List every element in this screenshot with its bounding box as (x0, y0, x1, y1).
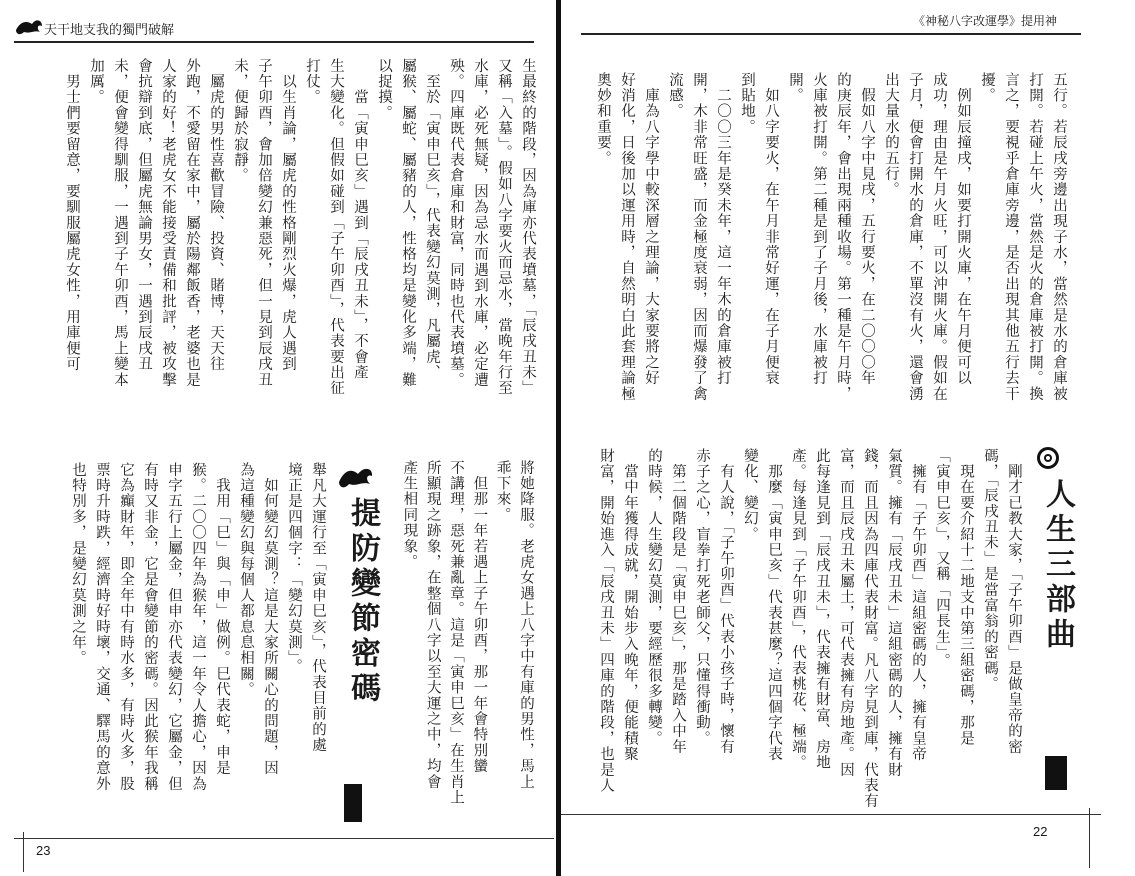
text-column: 好消化，日後加以運用時，自然明白此套理論極 (619, 72, 635, 402)
text-column: 打仗。 (304, 58, 320, 106)
right-page (561, 0, 1135, 876)
text-column: 舉凡大運行至「寅申巳亥」，代表目前的處 (310, 462, 326, 754)
text-column: 未，便歸於寂靜。 (232, 58, 248, 184)
text-column: 火庫被打開。第二種是到了子月後，水庫被打 (811, 72, 827, 386)
header-rule (581, 33, 1081, 35)
text-column: 產生相同現象。 (401, 460, 418, 570)
text-column: 赤子之心，盲拳打死老師父，只懂得衝動。 (694, 448, 710, 747)
left-lower-text (398, 460, 538, 840)
footer-tick (1089, 808, 1090, 868)
text-column: 加厲。 (88, 58, 104, 106)
text-column: 以生肖論，屬虎的性格剛烈火爆，虎人遇到 (280, 58, 296, 372)
text-column: 如八字要火，在午月非常好運，在子月便衰 (763, 72, 779, 386)
ink-mark (344, 784, 362, 822)
text-column: 也特別多，是變幻莫測之年。 (70, 462, 86, 667)
text-column: 奧妙和重要。 (595, 72, 611, 167)
text-column: 五行。若辰戌旁邊出現子水，當然是水的倉庫被 (1051, 72, 1067, 402)
text-column: 氣質。擁有「辰戌丑未」這組密碼的人，擁有財 (886, 448, 902, 778)
text-column: 產。每逢見到「子午卯酉」，代表桃花、極端。 (790, 448, 806, 771)
text-column: 男士們要留意，要馴服屬虎女性，用庫便可 (64, 58, 80, 372)
text-column: 申字五行上屬金，但申亦代表變幻，它屬金，但 (166, 462, 182, 792)
text-column: 言之，要視乎倉庫旁邊，是否出現其他五行去干 (1003, 72, 1019, 402)
text-column: 到貼地。 (739, 72, 755, 135)
right-upper-text (571, 72, 1071, 452)
section-title: 提防變節密碼 (345, 497, 380, 707)
text-column: 庫為八字學中較深層之理論，大家要將之好 (643, 72, 659, 386)
page-number: 22 (1033, 824, 1048, 839)
text-column: 剛才已教大家，「子午卯酉」是做皇帝的密 (1006, 448, 1022, 755)
text-column: 錢，而且因為四庫代表財富。凡八字見到庫，代表有 (862, 448, 878, 810)
text-column: 當中年獲得成就，開始步入晚年，便能積聚 (622, 448, 638, 762)
footer-tick (23, 832, 24, 872)
text-column: 將她降服。老虎女遇上八字中有庫的男性，馬上 (518, 460, 534, 790)
text-column: 它為癲財年，即全年中有時水多，有時火多，股 (118, 462, 134, 792)
text-column: 以捉摸。 (376, 58, 392, 121)
left-section-text (50, 462, 330, 842)
footer-rule (14, 838, 554, 839)
dragon-section-icon (336, 462, 376, 492)
text-column: 那麼「寅申巳亥」代表甚麼？這四個字代表 (766, 448, 782, 762)
text-column: 第二個階段是「寅申巳亥」，那是踏入中年 (670, 448, 686, 755)
text-column: 生最終的階段，因為庫亦代表墳墓，「辰戌丑未」 (520, 58, 536, 397)
section-title: 人生三部曲 (1040, 478, 1075, 653)
text-column: 富，而且辰戌丑未屬土，可代表擁有房地產。因 (838, 448, 854, 778)
text-column: 但那一年若遇上子午卯酉，那一年會特別蠻 (471, 460, 488, 774)
text-column: 擾。 (979, 72, 995, 104)
text-column: 生大變化。但假如碰到「子午卯酉」，代表要出征 (328, 58, 344, 397)
text-column: 所顯現之跡象，在整個八字以至大運之中，均會 (424, 460, 441, 790)
text-column: 例如辰撞戌，如要打開火庫，在午月便可以 (955, 72, 971, 386)
page-number: 23 (36, 843, 51, 858)
text-column: 人家的好！老虎女不能接受責備和批評，被攻擊 (160, 58, 176, 388)
text-column: 會抗辯到底，但屬虎無論男女，一遇到辰戌丑 (136, 58, 152, 372)
text-column: 出大量水的五行。 (883, 72, 899, 198)
text-column: 假如八字中見戌，五行要火，在二〇〇〇年 (859, 72, 875, 386)
text-column: 成功，理由是午月火旺，可以沖開火庫。假如在 (931, 72, 947, 402)
text-column: 不講理，惡死兼亂章。這是「寅申巳亥」在生肖上 (448, 460, 465, 806)
text-column: 二〇〇三年是癸未年，這一年木的倉庫被打 (715, 72, 731, 386)
text-column: 未，便會變得馴服，一遇到子午卯酉，馬上變本 (112, 58, 128, 388)
ink-mark (1045, 756, 1067, 790)
text-column: 猴。二〇〇四年為猴年，這一年令人擔心，因為 (190, 462, 206, 792)
page-header: 《神秘八字改運學》提用神 (912, 14, 1057, 28)
text-column: 當「寅申巳亥」遇到「辰戌丑未」，不會產 (352, 58, 368, 381)
dragon-emblem-icon (14, 16, 44, 38)
text-column: 流感。 (667, 72, 683, 120)
text-column: 的庚辰年，會出現兩種收場。第一種是午月時， (835, 72, 851, 402)
section-bullet-icon (1037, 447, 1059, 469)
text-column: 「寅申巳亥」，又稱「四長生」。 (934, 448, 950, 669)
text-column: 殃。四庫既代表倉庫和財富，同時也代表墳墓。 (448, 58, 464, 388)
text-column: 我用「巳」與「申」做例。巳代表蛇，申是 (214, 462, 230, 776)
text-column: 子午卯酉，會加倍變幻兼惡死，但一見到辰戌丑 (256, 58, 272, 388)
page-header: 天干地支我的獨門破解 (44, 23, 175, 38)
text-column: 票時升時跌，經濟時好時壞，交通、驛馬的意外 (94, 462, 110, 792)
text-column: 為這種變幻與每個人都息息相關。 (238, 462, 254, 698)
text-column: 水庫，必死無疑，因為忌水而遇到水庫，必定遭 (472, 58, 488, 388)
right-section-text (571, 448, 1026, 828)
left-page (0, 0, 556, 876)
text-column: 外跑，不愛留在家中，屬於陽鄰飯香，老婆也是 (184, 58, 200, 388)
text-column: 子月，便會打開水的倉庫，不單沒有火，還會湧 (907, 72, 923, 402)
text-column: 屬猴、屬蛇、屬豬的人，性格均是變化多端，難 (400, 58, 416, 388)
text-column: 如何變幻莫測？這是大家所關心的問題，因 (262, 462, 278, 776)
text-column: 此每逢見到「辰戌丑未」，代表擁有財富、房地 (814, 448, 830, 771)
text-column: 屬虎的男性喜歡冒險、投資、賭博，天天往 (208, 58, 224, 372)
text-column: 有時又非金，它是會變節的密碼。因此猴年我稱 (142, 462, 158, 792)
text-column: 至於「寅申巳亥」，代表變幻莫測，凡屬虎、 (424, 58, 440, 381)
text-column: 現在要介紹十二地支中第三組密碼，那是 (958, 448, 974, 747)
text-column: 開。 (787, 72, 803, 104)
text-column: 碼，「辰戌丑未」是當富翁的密碼。 (982, 448, 998, 692)
text-column: 財富，開始進入「辰戌丑未」四庫的階段，也是人 (598, 448, 614, 794)
left-upper-text (50, 58, 540, 438)
text-column: 境正是四個字：「變幻莫測」。 (286, 462, 302, 675)
text-column: 打開。若碰上午火，當然是火的倉庫被打開。換 (1027, 72, 1043, 402)
text-column: 的時候，人生變幻莫測，要經歷很多轉變。 (646, 448, 662, 747)
text-column: 又稱「入墓」。假如八字要火而忌水，當晚年行至 (496, 58, 512, 397)
text-column: 有人說，「子午卯酉」代表小孩子時，懷有 (718, 448, 734, 755)
header-rule (14, 41, 534, 43)
text-column: 開，木非常旺盛，而金極度衰弱，因而爆發了禽 (691, 72, 707, 402)
footer-rule (561, 814, 1101, 815)
text-column: 變化、變幻。 (742, 448, 758, 543)
text-column: 乖下來。 (494, 460, 511, 523)
text-column: 擁有「子午卯酉」這組密碼的人，擁有皇帝 (910, 448, 926, 762)
